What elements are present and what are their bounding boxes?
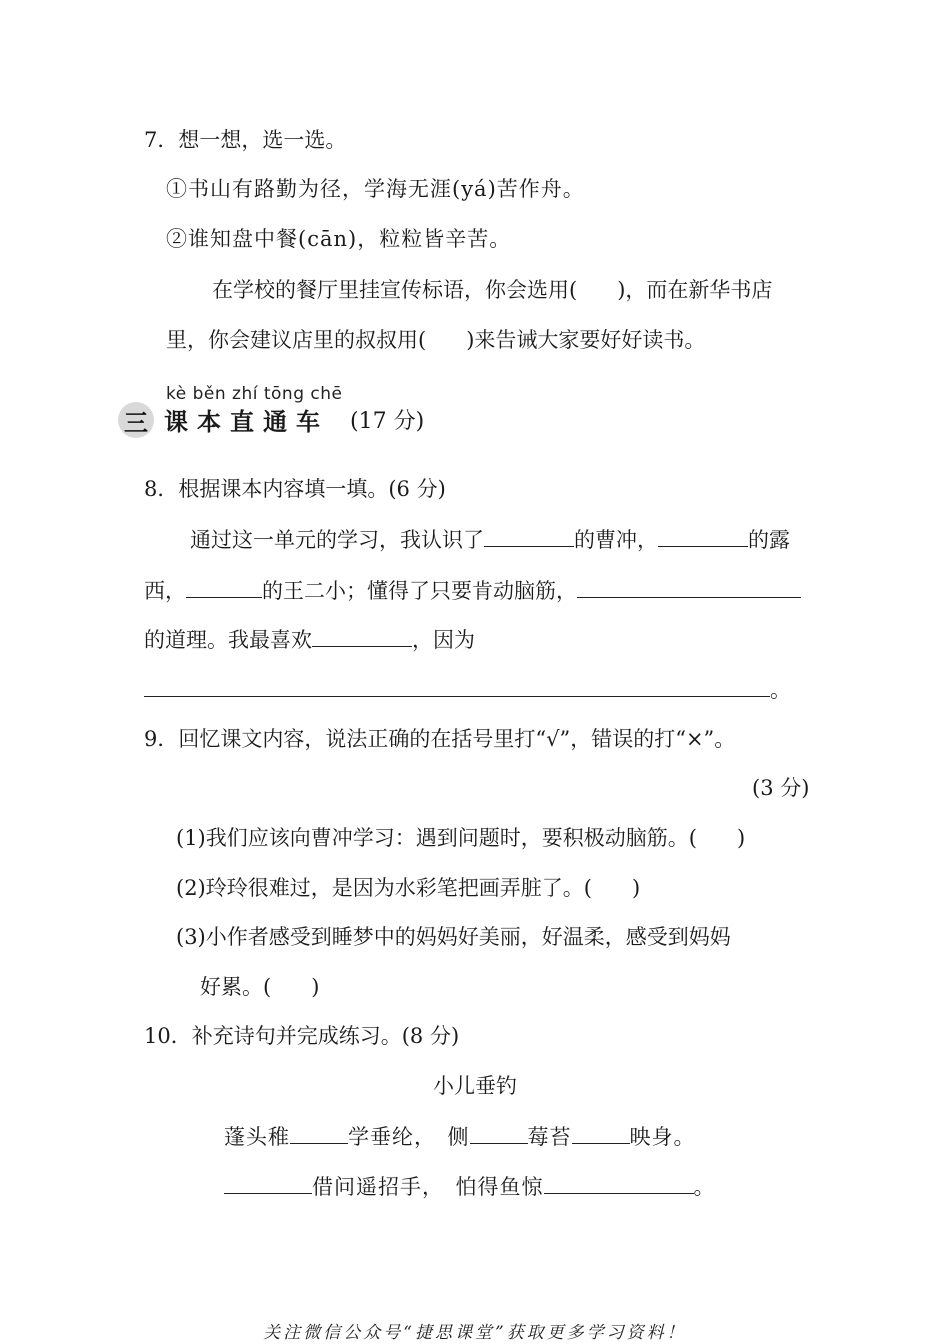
q7-option-2: ②谁知盘中餐(cān)，粒粒皆辛苦。	[166, 227, 512, 251]
poem-blank-3[interactable]	[572, 1121, 630, 1144]
q7-body-text: )，而在新华书店	[617, 278, 773, 302]
section-title: 课本直通车	[164, 408, 329, 436]
footer-notice: 关注微信公众号“捷思课堂”获取更多学习资料！	[263, 1323, 687, 1343]
q8-blank-4[interactable]	[577, 575, 801, 598]
q8-blank-1[interactable]	[484, 524, 574, 547]
q9-item-2	[176, 873, 640, 903]
q8-line-3	[144, 624, 475, 655]
q9-close-paren: )	[311, 975, 320, 999]
poem-text: 蓬头稚	[224, 1125, 290, 1149]
q9-item-text: 好累。(	[200, 975, 272, 999]
q8-blank-3[interactable]	[186, 575, 262, 598]
q7-body-text: 里，你会建议店里的叔叔用(	[166, 328, 427, 352]
poem-blank-1[interactable]	[290, 1121, 348, 1144]
q8-text: 的道理。我最喜欢	[144, 628, 312, 652]
q8-line-2	[144, 575, 801, 606]
q9-close-paren: )	[736, 826, 746, 850]
q9-item-3-cont	[200, 972, 319, 1002]
q7-body-line-1	[212, 275, 772, 305]
poem-text: 。	[693, 1175, 716, 1199]
q8-text: 。	[770, 678, 791, 702]
q7-body-text: 在学校的餐厅里挂宣传标语，你会选用(	[212, 278, 578, 302]
q8-blank-2[interactable]	[658, 524, 748, 547]
section-score: (17 分)	[350, 409, 425, 434]
q8-text: 的曹冲，	[574, 528, 658, 552]
q7-option-1: ①书山有路勤为径，学海无涯(yá)苦作舟。	[166, 177, 585, 201]
poem-blank-5[interactable]	[544, 1171, 694, 1194]
q9-heading: 9．回忆课文内容，说法正确的在括号里打“√”，错误的打“×”。	[144, 727, 736, 751]
poem-text: 借问遥招手， 怕得鱼惊	[312, 1175, 544, 1199]
q9-item-3: (3)小作者感受到睡梦中的妈妈好美丽，好温柔，感受到妈妈	[176, 925, 731, 949]
q9-item-1	[176, 823, 745, 853]
q9-close-paren: )	[631, 876, 641, 900]
poem-title: 小儿垂钓	[433, 1074, 517, 1098]
q8-blank-5[interactable]	[312, 624, 412, 647]
q7-heading: 7．想一想，选一选。	[144, 128, 347, 152]
q8-text: 通过这一单元的学习，我认识了	[190, 528, 484, 552]
q9-item-text: (1)我们应该向曹冲学习：遇到问题时，要积极动脑筋。(	[176, 826, 697, 850]
poem-blank-4[interactable]	[224, 1171, 312, 1194]
q8-line-4	[144, 674, 791, 705]
q8-line-1	[190, 524, 790, 555]
poem-blank-2[interactable]	[470, 1121, 528, 1144]
q7-body-text: )来告诫大家要好好读书。	[466, 328, 706, 352]
poem-text: 学垂纶， 侧	[348, 1125, 470, 1149]
q8-blank-6[interactable]	[144, 674, 770, 697]
q9-score: (3 分)	[752, 776, 810, 800]
poem-text: 莓苔	[527, 1125, 572, 1149]
section-pinyin: kè běn zhí tōng chē	[166, 384, 343, 404]
q8-text: 的王二小；懂得了只要肯动脑筋，	[262, 579, 577, 603]
section-number-icon: 三	[118, 402, 154, 438]
q10-heading: 10．补充诗句并完成练习。(8 分)	[144, 1024, 460, 1048]
q7-body-line-2	[166, 325, 705, 355]
q9-item-text: (2)玲玲很难过，是因为水彩笔把画弄脏了。(	[176, 876, 592, 900]
q8-heading: 8．根据课本内容填一填。(6 分)	[144, 477, 446, 501]
poem-line-1	[224, 1121, 696, 1152]
q8-text: 西，	[144, 579, 186, 603]
q8-text: 的露	[748, 528, 790, 552]
poem-line-2	[224, 1171, 716, 1202]
q8-text: ，因为	[412, 628, 475, 652]
poem-text: 映身。	[629, 1125, 696, 1149]
